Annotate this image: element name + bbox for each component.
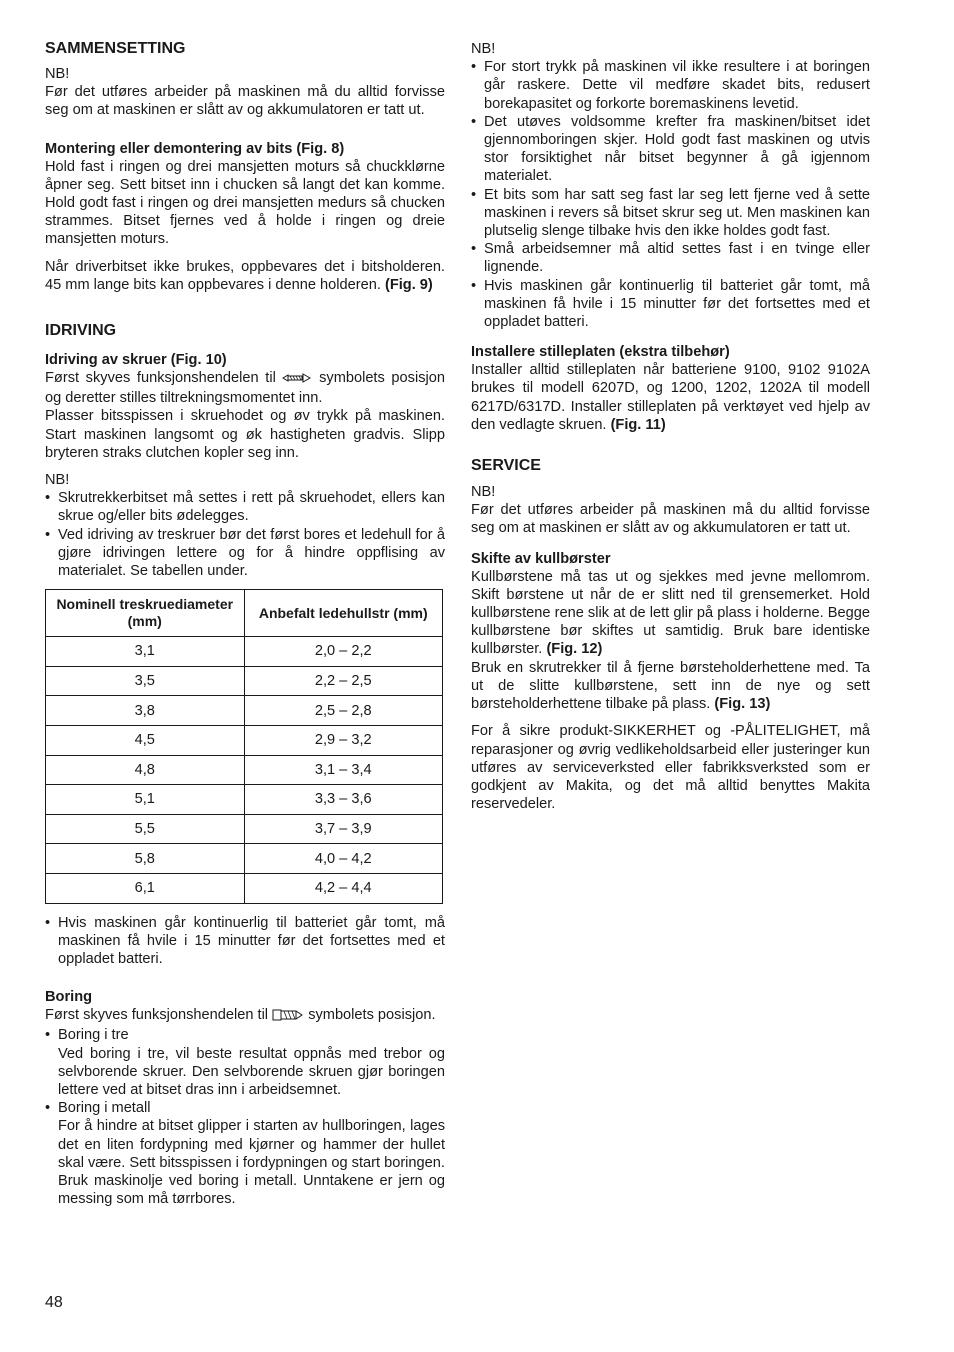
table-header-cell: Anbefalt ledehullstr (mm)	[244, 590, 443, 637]
heading-idriving-skruer: Idriving av skruer (Fig. 10)	[45, 352, 227, 369]
table-cell: 5,1	[46, 785, 245, 815]
table-row	[46, 755, 443, 785]
table-cell: 3,5	[46, 666, 245, 696]
boring-nb-bullet-list	[471, 58, 870, 331]
table-row	[46, 726, 443, 756]
fig-ref: (Fig. 12)	[546, 641, 603, 658]
pilot-hole-table	[45, 589, 443, 903]
table-cell: 4,0 – 4,2	[244, 844, 443, 874]
left-column	[45, 38, 445, 1208]
nb-label: NB!	[45, 472, 70, 489]
idriving-bullet-list	[45, 489, 445, 580]
table-cell: 5,5	[46, 814, 245, 844]
boring-metall-text-1: For å hindre at bitset glipper i starten av hullboringen, lages det en liten fordypning med kjørner og hammer der hullet skal være. Sett bitsspissen i fordypningen og start boringen.	[58, 1118, 445, 1171]
list-item: • Små arbeidsemner må altid settes fast i en tvinge eller lignende.	[471, 240, 870, 276]
heading-kullborster: Skifte av kullbørster	[471, 550, 611, 567]
list-item	[45, 1026, 445, 1099]
kullborster-text-1	[471, 568, 870, 659]
table-row	[46, 874, 443, 904]
table-row	[46, 666, 443, 696]
list-item: • Et bits som har satt seg fast lar seg lett fjerne ved å sette maskinen i revers så bitset skrur seg ut. Men maskinen kan plutselig slenge tilbake hvis den ikke holdes godt fast.	[471, 186, 870, 241]
list-item: • Skrutrekkerbitset må settes i rett på skruehodet, ellers kan skrue og/eller bits ødelegges.	[45, 489, 445, 525]
screw-driving-icon	[282, 371, 312, 389]
idriving-text-1-a: Først skyves funksjonshendelen til	[45, 370, 276, 387]
boring-tre-title: • Boring i tre	[58, 1027, 129, 1044]
kullborster-text-1-body: Kullbørstene må tas ut og sjekkes med jevne mellomrom. Skift børstene ut når de er slitt ned til grensemerket. Hold kullbørstene rene slik at de lett glir på plass i holderne. Begge kullbørstene bør skiftes ut samtidig. Bruk bare identiske kullbørster.	[471, 568, 870, 658]
table-cell: 2,2 – 2,5	[244, 666, 443, 696]
fig-ref: (Fig. 13)	[714, 696, 771, 713]
boring-text-1-b: symbolets posisjon.	[308, 1007, 436, 1024]
table-cell: 3,1	[46, 637, 245, 667]
fig-ref: (Fig. 11)	[610, 416, 666, 433]
list-item	[45, 1099, 445, 1208]
montering-text-2	[45, 258, 445, 294]
list-item: • Det utøves voldsomme krefter fra maskinen/bitset idet gjennomboringen skjer. Hold godt fast maskinen og utvis stor forsiktighet når bitset begynner å gå igjennom materialet.	[471, 113, 870, 186]
table-row	[46, 844, 443, 874]
boring-metall-text-2: Bruk maskinolje ved boring i metall. Unntakene er jern og messing som må tørrbores.	[58, 1173, 445, 1208]
battery-bullet-list	[45, 914, 445, 969]
nb-label: NB!	[45, 66, 70, 82]
kullborster-text-2-body: Bruk en skrutrekker til å fjerne børsteholderhettene med. Ta ut de slitte kullbørstene, sett inn de nye og sett børsteholderhettene tilbake på plass.	[471, 659, 870, 713]
table-row	[46, 696, 443, 726]
table-header-row	[46, 590, 443, 637]
table-cell: 4,5	[46, 726, 245, 756]
stilleplaten-text-body: Installer alltid stilleplaten når batteriene 9100, 9102 9102A brukes til modell 6207D, og 1200, 1202, 1202A til modell 6217D/6317D. Installer stilleplaten på verktøyet ved hjelp av den vedlagte skruen.	[471, 362, 870, 433]
kullborster-text-3: For å sikre produkt-SIKKERHET og -PÅLITELIGHET, må reparasjoner og øvrig vedlikeholdsarbeid eller justeringer kun utføres av serviceverksted eller fabrikksverksted som er godkjent av Makita, og det må alltid benyttes Makita reservedeler.	[471, 723, 870, 813]
montering-text-2-body: Når driverbitset ikke brukes, oppbevares det i bitsholderen. 45 mm lange bits kan oppbevares i denne holderen.	[45, 258, 445, 293]
list-item: • Hvis maskinen går kontinuerlig til batteriet går tomt, må maskinen få hvile i 15 minutter før det fortsettes med et oppladet batteri.	[471, 277, 870, 332]
service-text: Før det utføres arbeider på maskinen må du alltid forvisse seg om at maskinen er slått av og akkumulatoren er tatt ut.	[471, 502, 870, 537]
idriving-text-2: Plasser bitsspissen i skruehodet og øv trykk på maskinen. Start maskinen langsomt og øk hastigheten gradvis. Slipp bryteren straks clutchen kopler seg inn.	[45, 408, 445, 461]
table-row	[46, 785, 443, 815]
table-cell: 3,7 – 3,9	[244, 814, 443, 844]
drilling-icon	[272, 1008, 304, 1026]
heading-service: SERVICE	[471, 457, 541, 475]
boring-metall-title: • Boring i metall	[58, 1100, 151, 1117]
table-row	[46, 637, 443, 667]
fig-ref: (Fig. 9)	[384, 276, 433, 293]
boring-bullet-list	[45, 1026, 445, 1208]
table-cell: 4,2 – 4,4	[244, 874, 443, 904]
table-cell: 3,8	[46, 696, 245, 726]
boring-text-1-a: Først skyves funksjonshendelen til	[45, 1007, 269, 1024]
heading-boring: Boring	[45, 989, 93, 1006]
idriving-text-1-b: symbolets posisjon og deretter stilles tiltrekningsmomentet inn.	[45, 370, 445, 407]
nb-label: NB!	[471, 41, 496, 57]
boring-text-1	[45, 1006, 445, 1026]
heading-montering: Montering eller demontering av bits (Fig. 8)	[45, 140, 345, 157]
sammensetting-text: Før det utføres arbeider på maskinen må du alltid forvisse seg om at maskinen er slått av og akkumulatoren er tatt ut.	[45, 84, 445, 119]
table-header-cell: Nominell treskruediameter (mm)	[46, 590, 245, 637]
table-cell: 3,3 – 3,6	[244, 785, 443, 815]
heading-stilleplaten: Installere stilleplaten (ekstra tilbehør)	[471, 344, 730, 361]
table-cell: 2,9 – 3,2	[244, 726, 443, 756]
montering-text-1: Hold fast i ringen og drei mansjetten moturs så chuckklørne åpner seg. Sett bitset inn i chucken så langt det kan komme. Hold godt fast i ringen og drei mansjetten medurs så chucken strammes. Bitset fjernes ved å holde i ringen og dreie mansjetten moturs.	[45, 158, 445, 248]
page-number: 48	[45, 1294, 63, 1311]
boring-tre-text: Ved boring i tre, vil beste resultat oppnås med trebor og selvborende skruer. Den selvborende skruen gjør boringen lettere ved at bitset dras inn i arbeidsemnet.	[58, 1045, 445, 1099]
list-item: • For stort trykk på maskinen vil ikke resultere i at boringen går raskere. Dette vil medføre skadet bits, redusert borekapasitet og forkorte boremaskinens levetid.	[471, 58, 870, 113]
table-cell: 4,8	[46, 755, 245, 785]
table-row	[46, 814, 443, 844]
nb-label: NB!	[471, 484, 496, 501]
table-cell: 6,1	[46, 874, 245, 904]
idriving-text-1	[45, 369, 445, 407]
right-column	[471, 38, 870, 813]
kullborster-text-2	[471, 659, 870, 714]
table-cell: 5,8	[46, 844, 245, 874]
heading-sammensetting: SAMMENSETTING	[45, 40, 186, 57]
list-item: • Ved idriving av treskruer bør det først bores et ledehull for å gjøre idrivingen lettere og for å hindre oppflising av materialet. Se tabellen under.	[45, 526, 445, 581]
heading-idriving: IDRIVING	[45, 322, 117, 340]
table-cell: 3,1 – 3,4	[244, 755, 443, 785]
table-cell: 2,5 – 2,8	[244, 696, 443, 726]
table-cell: 2,0 – 2,2	[244, 637, 443, 667]
stilleplaten-text	[471, 361, 870, 434]
list-item: • Hvis maskinen går kontinuerlig til batteriet går tomt, må maskinen få hvile i 15 minutter før det fortsettes med et oppladet batteri.	[45, 914, 445, 969]
